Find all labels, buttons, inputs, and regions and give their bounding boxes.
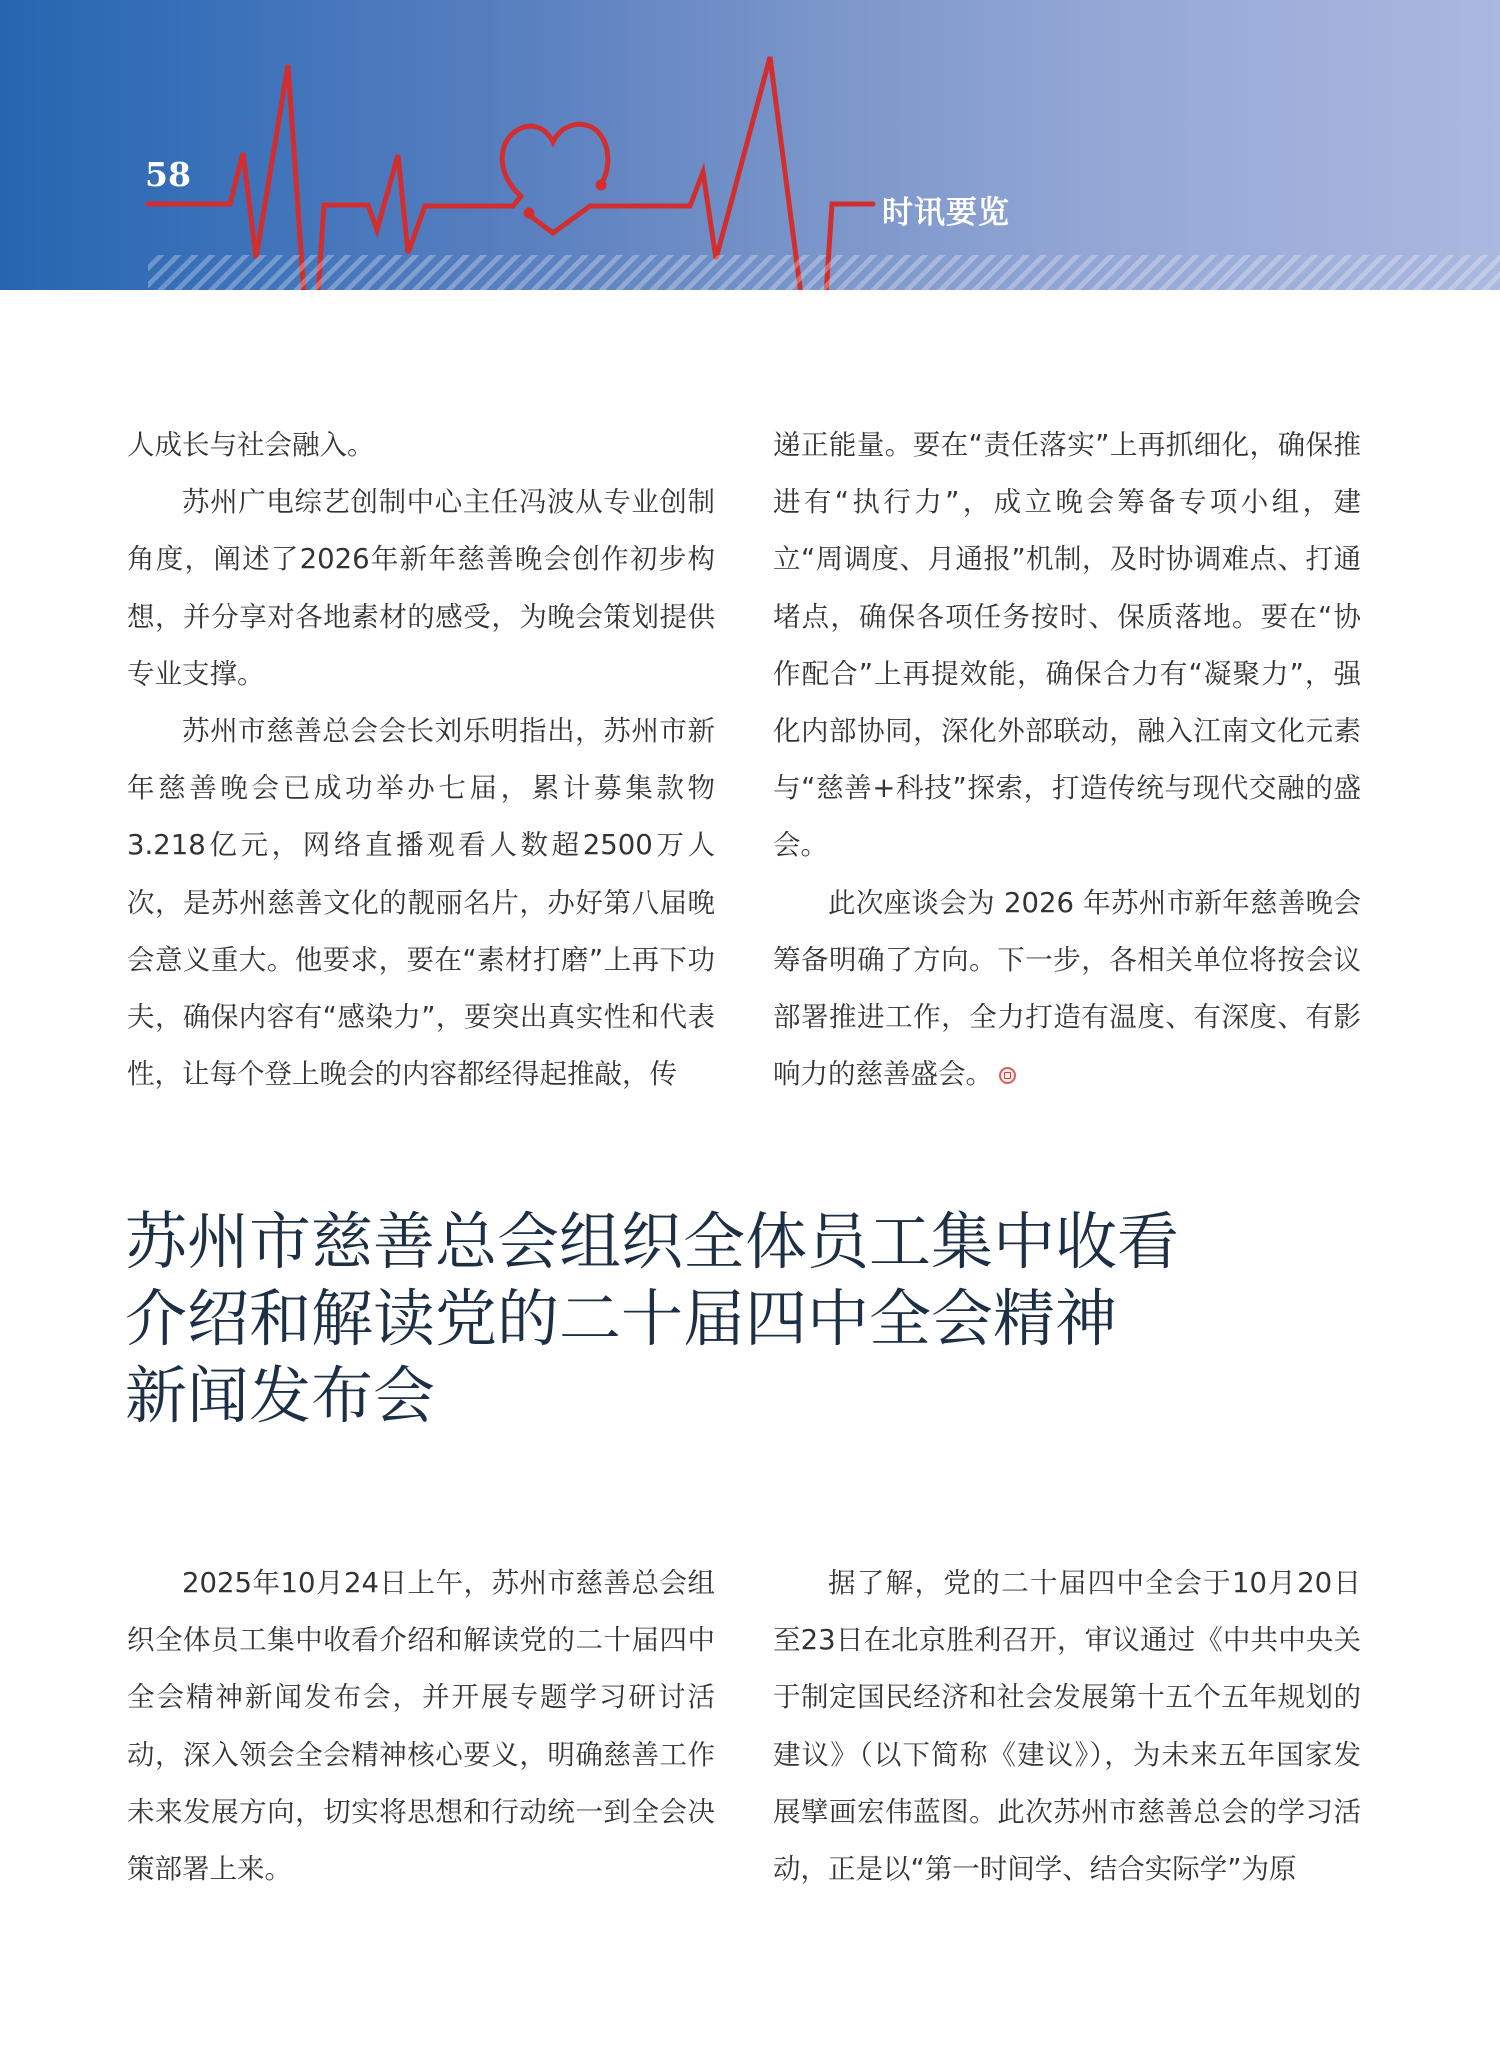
article1-right-column	[773, 417, 1361, 1103]
paragraph: 苏州市慈善总会会长刘乐明指出，苏州市新年慈善晚会已成功举办七届，累计募集款物3.218亿元，网络直播观看人数超2500万人次，是苏州慈善文化的靓丽名片，办好第八届晚会意义重大。他要求，要在“素材打磨”上再下功夫，确保内容有“感染力”，要突出真实性和代表性，让每个登上晚会的内容都经得起推敲，传	[127, 715, 715, 1091]
article1-left-column	[127, 417, 715, 1103]
charity-logo-end-mark-icon	[999, 1067, 1016, 1084]
paragraph: 2025年10月24日上午，苏州市慈善总会组织全体员工集中收看介绍和解读党的二十届四中全会精神新闻发布会，并开展专题学习研讨活动，深入领会全会精神核心要义，明确慈善工作未来发展方向，切实将思想和行动统一到全会决策部署上来。	[127, 1567, 715, 1886]
header-hatch-stripes	[148, 255, 1500, 290]
section-label: 时讯要览	[882, 195, 1010, 231]
title-line: 介绍和解读党的二十届四中全会精神	[125, 1282, 1118, 1355]
paragraph-final	[773, 875, 1361, 1104]
title-line: 新闻发布会	[125, 1359, 436, 1432]
paragraph: 人成长与社会融入。	[127, 429, 375, 461]
article2-right-column	[773, 1555, 1361, 1898]
article2-left-column	[127, 1555, 715, 1898]
paragraph-text: 此次座谈会为 2026 年苏州市新年慈善晚会筹备明确了方向。下一步，各相关单位将按会议部署推进工作，全力打造有温度、有深度、有影响力的慈善盛会。	[773, 886, 1361, 1091]
page-number: 58	[145, 155, 191, 194]
article-title	[125, 1203, 1375, 1434]
page-header-banner	[0, 0, 1500, 290]
heartbeat-ecg-icon	[0, 0, 1500, 290]
paragraph: 递正能量。要在“责任落实”上再抓细化，确保推进有“执行力”，成立晚会筹备专项小组，建立“周调度、月通报”机制，及时协调难点、打通堵点，确保各项任务按时、保质落地。要在“协作配合”上再提效能，确保合力有“凝聚力”，强化内部协同，深化外部联动，融入江南文化元素与“慈善+科技”探索，打造传统与现代交融的盛会。	[773, 429, 1361, 862]
paragraph: 苏州广电综艺创制中心主任冯波从专业创制角度，阐述了2026年新年慈善晚会创作初步构想，并分享对各地素材的感受，为晚会策划提供专业支撑。	[127, 486, 715, 690]
paragraph: 据了解，党的二十届四中全会于10月20日至23日在北京胜利召开，审议通过《中共中央关于制定国民经济和社会发展第十五个五年规划的建议》（以下简称《建议》），为未来五年国家发展擘画宏伟蓝图。此次苏州市慈善总会的学习活动，正是以“第一时间学、结合实际学”为原	[773, 1567, 1361, 1886]
title-line: 苏州市慈善总会组织全体员工集中收看	[125, 1205, 1180, 1278]
